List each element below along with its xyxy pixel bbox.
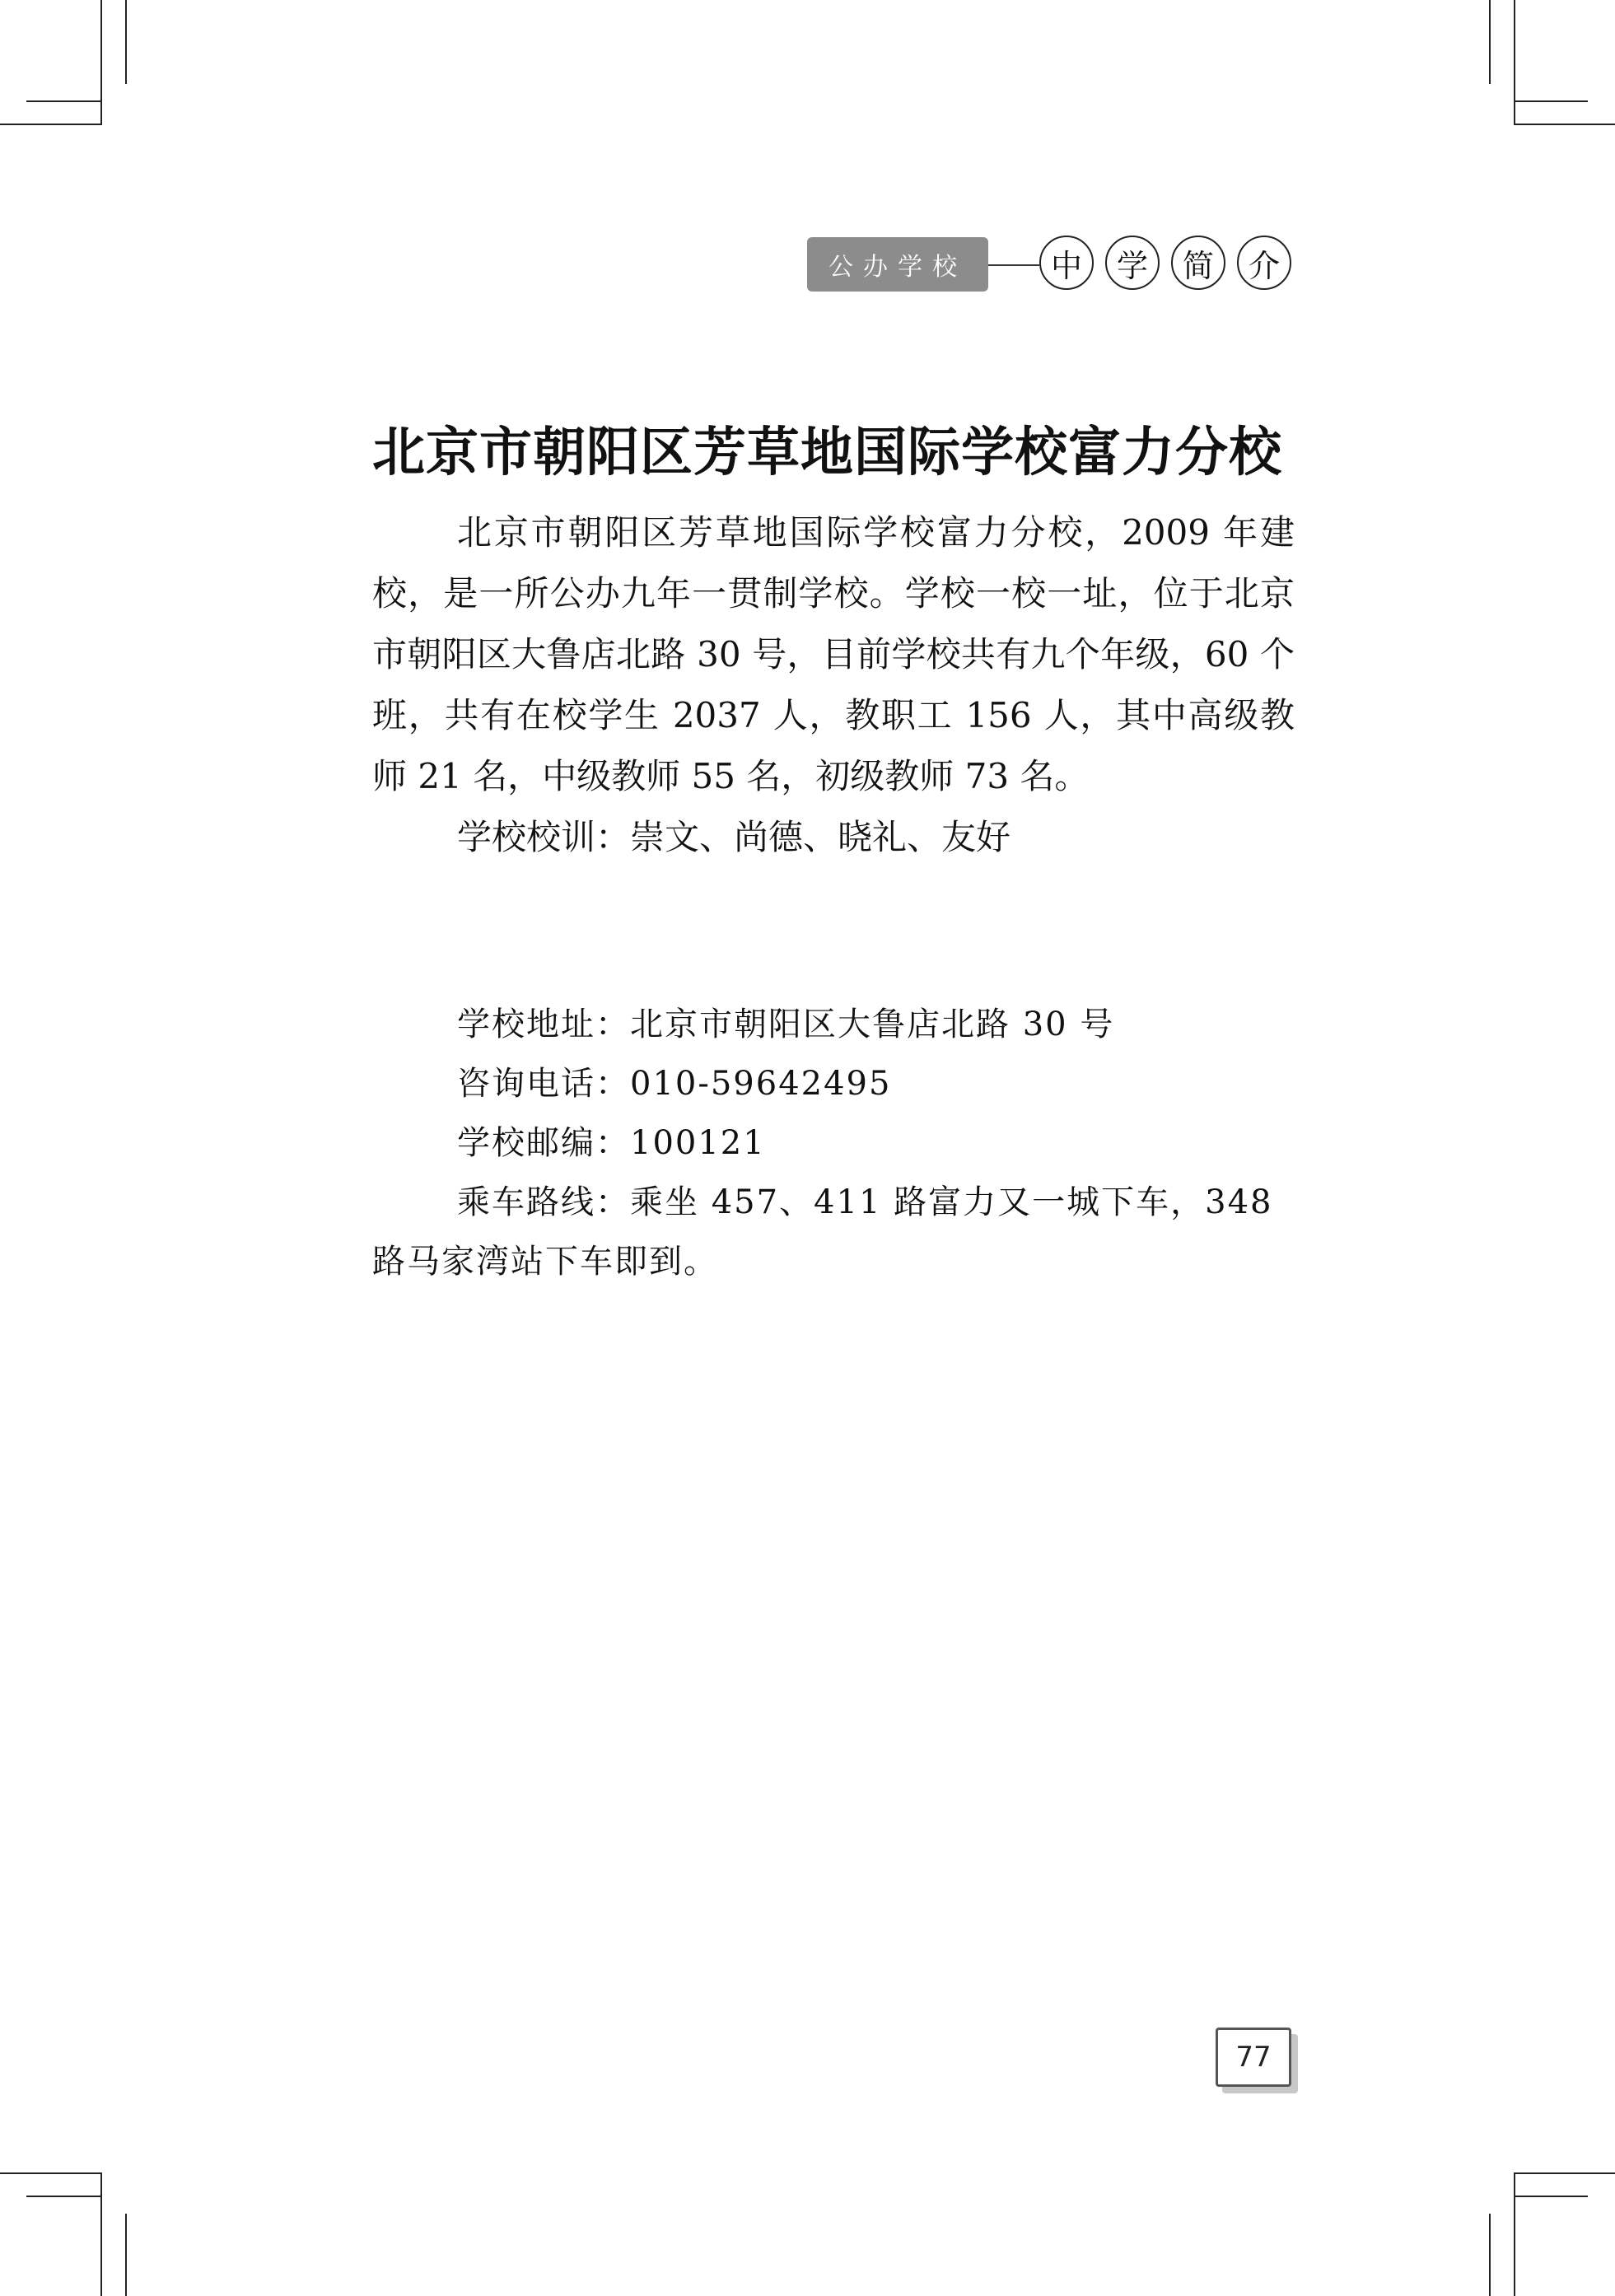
crop-mark: [1514, 100, 1588, 102]
header-circle-char: 中: [1039, 236, 1094, 290]
crop-mark: [1514, 2172, 1515, 2296]
crop-mark: [0, 2172, 102, 2174]
body-text: [372, 502, 1295, 868]
crop-mark: [1489, 2214, 1491, 2296]
crop-mark: [1514, 0, 1515, 124]
page-number: 77: [1216, 2028, 1291, 2087]
crop-mark: [125, 0, 127, 84]
header-connector-line: [988, 264, 1039, 266]
contact-info: [372, 995, 1295, 1291]
motto-paragraph: 学校校训：崇文、尚德、晓礼、友好: [457, 817, 1011, 857]
crop-mark: [100, 2172, 102, 2296]
crop-mark: [1489, 0, 1491, 84]
intro-paragraph: 北京市朝阳区芳草地国际学校富力分校，2009 年建校，是一所公办九年一贯制学校。学校一校一址，位于北京市朝阳区大鲁店北路 30 号，目前学校共有九个年级，60 个班，共有在校学生 2037 人，教职工 156 人，其中高级教师 21 名，中级教师 55 名，初级教师 73 名。: [372, 512, 1295, 796]
crop-mark: [1514, 2196, 1588, 2197]
header-circle-char: 简: [1171, 236, 1225, 290]
crop-mark: [26, 2196, 100, 2197]
crop-mark: [1514, 2172, 1615, 2174]
page-title: 北京市朝阳区芳草地国际学校富力分校: [372, 422, 1282, 483]
crop-mark: [125, 2214, 127, 2296]
address-line: 学校地址：北京市朝阳区大鲁店北路 30 号: [457, 1006, 1115, 1043]
phone-line: 咨询电话：010-59642495: [457, 1065, 892, 1103]
route-line: 乘车路线：乘坐 457、411 路富力又一城下车，348 路马家湾站下车即到。: [372, 1183, 1273, 1281]
section-badge: 公办学校: [807, 237, 988, 292]
crop-mark: [1514, 124, 1615, 125]
crop-mark: [26, 100, 100, 102]
crop-mark: [100, 0, 102, 124]
header-circle-char: 介: [1237, 236, 1291, 290]
header-circle-char: 学: [1105, 236, 1160, 290]
crop-mark: [0, 124, 102, 125]
postcode-line: 学校邮编：100121: [457, 1124, 766, 1162]
